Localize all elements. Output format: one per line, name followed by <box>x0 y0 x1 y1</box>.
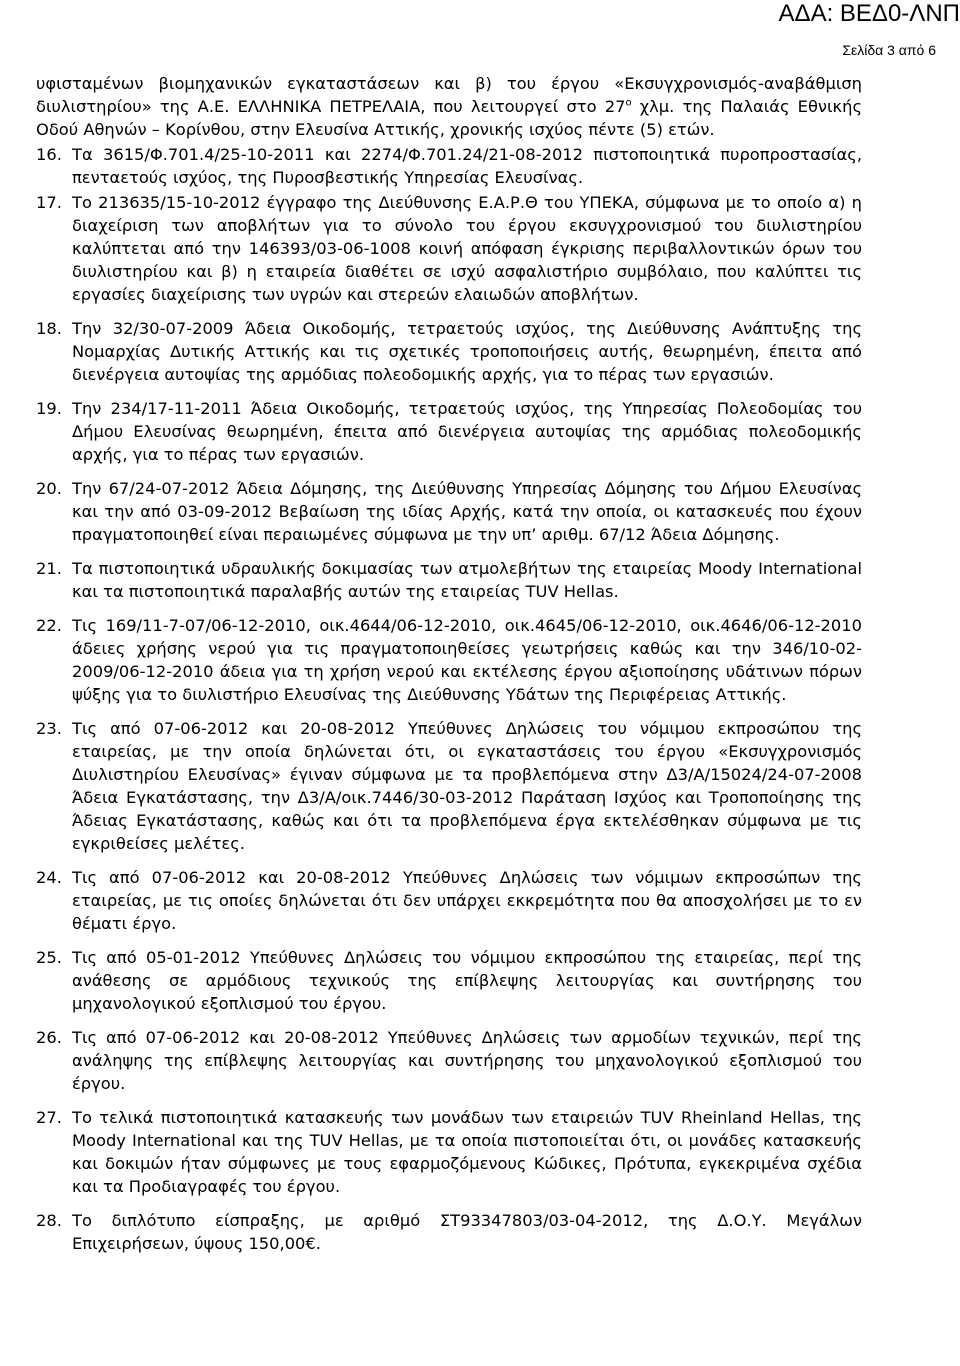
item-text: Τα 3615/Φ.701.4/25-10-2011 και 2274/Φ.701.24/21-08-2012 πιστοποιητικά πυροπροστασίας, πενταετούς ισχύος, της Πυροσβεστικής Υπηρεσίας Ελευσίνας. <box>72 145 862 187</box>
list-item-17 <box>36 191 862 306</box>
intro-text-2: χλμ. της Παλαιάς Εθνικής Οδού Αθηνών – Κορίνθου, στην Ελευσίνα Αττικής, χρονικής ισχύος πέντε (5) ετών. <box>36 97 862 139</box>
list-item-22 <box>36 614 862 706</box>
numbered-list <box>36 143 862 1255</box>
item-number: 23. <box>36 719 62 738</box>
list-item-18 <box>36 317 862 386</box>
item-text: Τις από 05-01-2012 Υπεύθυνες Δηλώσεις του νόμιμου εκπροσώπου της εταιρείας, περί της ανάθεσης σε αρμόδιους τεχνικούς της επίβλεψης λειτουργίας και συντήρησης του μηχανολογικού εξοπλισμού του έργου. <box>72 948 862 1013</box>
degree-superscript: ο <box>625 97 632 109</box>
item-text: Τις από 07-06-2012 και 20-08-2012 Υπεύθυνες Δηλώσεις των αρμοδίων τεχνικών, περί της ανάληψης της επίβλεψης λειτουργίας και συντήρησης του μηχανολογικού εξοπλισμού του έργου. <box>72 1028 862 1093</box>
intro-text-1: υφισταμένων βιομηχανικών εγκαταστάσεων και β) του έργου «Εκσυγχρονισμός-αναβάθμιση διυλιστηρίου» της Α.Ε. ΕΛΛΗΝΙΚΑ ΠΕΤΡΕΛΑΙΑ, που λειτουργεί στο 27 <box>36 74 862 116</box>
item-text: Την 32/30-07-2009 Άδεια Οικοδομής, τετραετούς ισχύος, της Διεύθυνσης Ανάπτυξης της Νομαρχίας Δυτικής Αττικής και τις σχετικές τροποποιήσεις αυτής, θεωρημένη, έπειτα από διενέργεια αυτοψίας της αρμόδιας πολεοδομικής αρχής, για το πέρας των εργασιών. <box>72 319 862 384</box>
ada-code: ΑΔΑ: ΒΕΔ0-ΛΝΠ <box>778 0 960 27</box>
item-text: Τις 169/11-7-07/06-12-2010, οικ.4644/06-12-2010, οικ.4645/06-12-2010, οικ.4646/06-12-2010 άδειες χρήσης νερού για τις πραγματοποιηθείσες γεωτρήσεις καθώς και την 346/10-02-2009/06-12-2010 άδεια για τη χρήση νερού και εκτέλεσης έργου αξιοποίησης υδάτινων πόρων ψύξης για το διυλιστήριο Ελευσίνας της Διεύθυνσης Υδάτων της Περιφέρειας Αττικής. <box>72 616 862 704</box>
item-text: Την 234/17-11-2011 Άδεια Οικοδομής, τετραετούς ισχύος, της Υπηρεσίας Πολεοδομίας του Δήμου Ελευσίνας θεωρημένη, έπειτα από διενέργεια αυτοψίας της αρμόδιας πολεοδομικής αρχής, για το πέρας των εργασιών. <box>72 399 862 464</box>
item-text: Τις από 07-06-2012 και 20-08-2012 Υπεύθυνες Δηλώσεις των νόμιμων εκπροσώπων της εταιρείας, με τις οποίες δηλώνεται ότι δεν υπάρχει εκκρεμότητα που θα αποσχολήσει με το εν θέματι έργο. <box>72 868 862 933</box>
list-item-24 <box>36 866 862 935</box>
list-item-21 <box>36 557 862 603</box>
intro-paragraph <box>36 72 862 141</box>
list-item-28 <box>36 1209 862 1255</box>
item-text: Τα πιστοποιητικά υδραυλικής δοκιμασίας των ατμολεβήτων της εταιρείας Moody International και τα πιστοποιητικά παραλαβής αυτών της εταιρείας TUV Hellas. <box>72 559 862 601</box>
item-text: Το τελικά πιστοποιητικά κατασκευής των μονάδων των εταιρειών TUV Rheinland Hellas, της Moody International και της TUV Hellas, με τα οποία πιστοποιείται ότι, οι μονάδες κατασκευής και δοκιμών ήταν σύμφωνες με τους εφαρμοζόμενους Κώδικες, Πρότυπα, εγκεκριμένα σχέδια και τα Προδιαγραφές του έργου. <box>72 1108 862 1196</box>
item-number: 28. <box>36 1211 62 1230</box>
item-number: 19. <box>36 399 62 418</box>
item-number: 27. <box>36 1108 62 1127</box>
list-item-20 <box>36 477 862 546</box>
item-text: Το διπλότυπο είσπραξης, με αριθμό ΣΤ93347803/03-04-2012, της Δ.Ο.Υ. Μεγάλων Επιχειρήσεων, ύψους 150,00€. <box>72 1211 862 1253</box>
list-item-25 <box>36 946 862 1015</box>
item-number: 21. <box>36 559 62 578</box>
item-number: 17. <box>36 193 62 212</box>
item-text: Την 67/24-07-2012 Άδεια Δόμησης, της Διεύθυνσης Υπηρεσίας Δόμησης του Δήμου Ελευσίνας και την από 03-09-2012 Βεβαίωση της ιδίας Αρχής, κατά την οποία, οι κατασκευές που έχουν πραγματοποιηθεί είναι περαιωμένες σύμφωνα με την υπ’ αριθμ. 67/12 Άδεια Δόμησης. <box>72 479 862 544</box>
page-number: Σελίδα 3 από 6 <box>842 42 936 58</box>
list-item-26 <box>36 1026 862 1095</box>
item-number: 20. <box>36 479 62 498</box>
item-text: Το 213635/15-10-2012 έγγραφο της Διεύθυνσης Ε.Α.Ρ.Θ του ΥΠΕΚΑ, σύμφωνα με το οποίο α) η διαχείριση των αποβλήτων για το σύνολο του έργου εκσυγχρονισμού του διυλιστηρίου καλύπτεται από την 146393/03-06-1008 κοινή απόφαση έγκρισης περιβαλλοντικών όρων του διυλιστηρίου και β) η εταιρεία διαθέτει σε ισχύ ασφαλιστήριο συμβόλαιο, που καλύπτει τις εργασίες διαχείρισης των υγρών και στερεών ελαιωδών αποβλήτων. <box>72 193 862 304</box>
list-item-16 <box>36 143 862 189</box>
item-number: 24. <box>36 868 62 887</box>
list-item-27 <box>36 1106 862 1198</box>
list-item-23 <box>36 717 862 855</box>
item-number: 26. <box>36 1028 62 1047</box>
item-number: 25. <box>36 948 62 967</box>
list-item-19 <box>36 397 862 466</box>
document-body <box>36 72 862 1255</box>
item-number: 16. <box>36 145 62 164</box>
item-number: 18. <box>36 319 62 338</box>
item-number: 22. <box>36 616 62 635</box>
item-text: Τις από 07-06-2012 και 20-08-2012 Υπεύθυνες Δηλώσεις του νόμιμου εκπροσώπου της εταιρείας, με την οποία δηλώνεται ότι, οι εγκαταστάσεις του έργου «Εκσυγχρονισμός Διυλιστηρίου Ελευσίνας» έγιναν σύμφωνα με τα προβλεπόμενα στην Δ3/Α/15024/24-07-2008 Άδεια Εγκατάστασης, την Δ3/Α/οικ.7446/30-03-2012 Παράταση Ισχύος και Τροποποίησης της Άδειας Εγκατάστασης, καθώς και ότι τα προβλεπόμενα έργα εκτελέσθηκαν σύμφωνα με τις εγκριθείσες μελέτες. <box>72 719 862 853</box>
